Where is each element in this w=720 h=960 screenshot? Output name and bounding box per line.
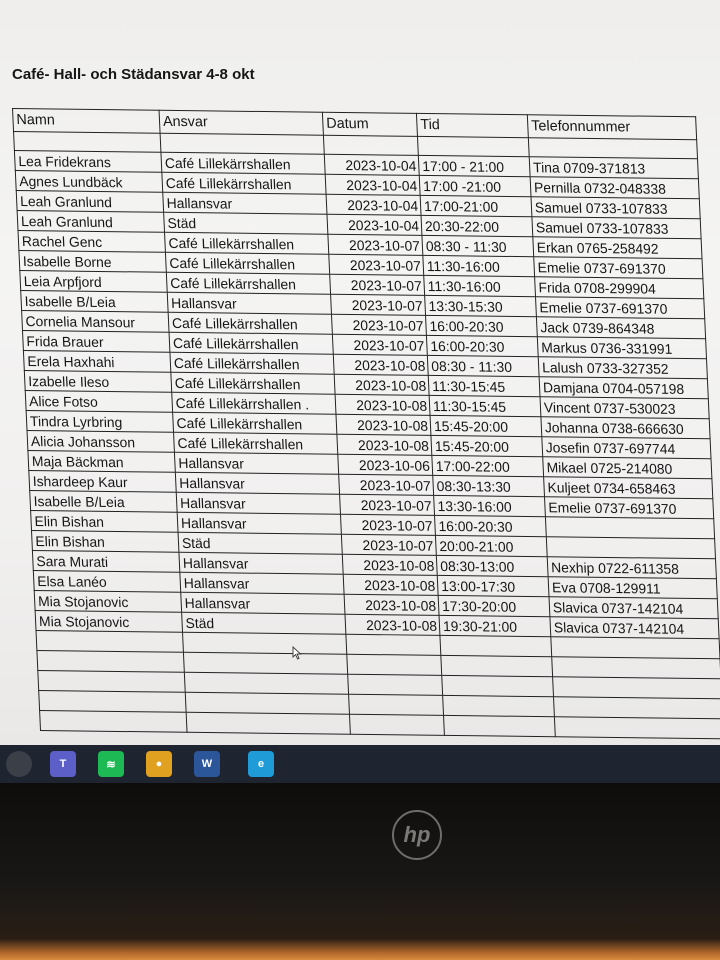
cell-role[interactable]: Städ	[178, 532, 342, 554]
cell-time[interactable]: 16:00-20:30	[426, 315, 538, 336]
windows-taskbar	[0, 745, 720, 783]
cell-phone[interactable]: Emelie 0737-691370	[545, 497, 714, 519]
table-cell[interactable]	[39, 691, 186, 713]
cell-phone[interactable]: Mikael 0725-214080	[543, 457, 712, 479]
cell-date[interactable]: 2023-10-06	[338, 454, 433, 475]
table-cell[interactable]	[346, 634, 441, 655]
cell-role[interactable]: Städ	[182, 612, 346, 634]
document-title: Café- Hall- och Städansvar 4-8 okt	[12, 66, 255, 83]
word-icon[interactable]: W	[194, 751, 220, 777]
hp-logo: hp	[392, 810, 442, 860]
table-cell[interactable]	[349, 694, 444, 715]
table-cell[interactable]	[552, 657, 720, 679]
table-cell[interactable]	[347, 654, 442, 675]
table-cell[interactable]	[443, 695, 555, 716]
cell-role[interactable]: Hallansvar	[180, 572, 344, 594]
cell-name[interactable]: Leia Arpfjord	[20, 271, 167, 293]
cell-time[interactable]: 08:30 - 11:30	[427, 355, 539, 376]
cell-date[interactable]: 2023-10-04	[325, 174, 420, 195]
header-namn[interactable]: Namn	[13, 109, 161, 134]
table-cell[interactable]	[183, 632, 347, 654]
header-telefonnummer[interactable]: Telefonnummer	[527, 115, 696, 140]
cell-date[interactable]: 2023-10-08	[337, 434, 432, 455]
table-cell[interactable]	[444, 715, 556, 736]
cell-date[interactable]: 2023-10-08	[336, 414, 431, 435]
cell-role[interactable]: Café Lillekärrshallen	[174, 432, 338, 454]
table-cell[interactable]	[441, 655, 553, 676]
cell-date[interactable]: 2023-10-07	[340, 494, 435, 515]
cell-phone[interactable]: Nexhip 0722-611358	[547, 557, 716, 579]
cell-time[interactable]: 08:30 - 11:30	[422, 235, 534, 256]
cell-name[interactable]: Sara Murati	[32, 551, 179, 573]
table-cell[interactable]	[554, 717, 720, 739]
laptop-bezel	[0, 783, 720, 960]
cell-phone[interactable]: Pernilla 0732-048338	[530, 177, 699, 199]
table-cell[interactable]	[442, 675, 554, 696]
cell-phone[interactable]: Samuel 0733-107833	[531, 197, 700, 219]
cell-role[interactable]: Hallansvar	[176, 492, 340, 514]
cell-time[interactable]: 11:30-16:00	[424, 275, 536, 296]
table-cell[interactable]	[348, 674, 443, 695]
cell-date[interactable]: 2023-10-07	[328, 234, 423, 255]
cell-name[interactable]: Tindra Lyrbring	[26, 411, 173, 433]
cell-name[interactable]: Ishardeep Kaur	[29, 471, 176, 493]
cell-name[interactable]: Isabelle B/Leia	[21, 291, 168, 313]
table-cell[interactable]	[183, 652, 347, 674]
cell-phone[interactable]: Jack 0739-864348	[536, 317, 705, 339]
cell-role[interactable]: Café Lillekärrshallen	[166, 272, 330, 294]
cell-time[interactable]: 20:30-22:00	[421, 215, 533, 236]
cell-time[interactable]: 15:45-20:00	[431, 435, 543, 456]
cell-role[interactable]: Café Lillekärrshallen	[169, 332, 333, 354]
table-cell[interactable]	[553, 677, 720, 699]
cell-date[interactable]: 2023-10-08	[344, 594, 439, 615]
cell-name[interactable]: Erela Haxhahi	[23, 351, 170, 373]
cell-time[interactable]: 16:00-20:30	[435, 515, 547, 536]
cell-name[interactable]: Isabelle B/Leia	[30, 491, 177, 513]
table-cell[interactable]	[349, 714, 444, 735]
cell-phone[interactable]: Emelie 0737-691370	[536, 297, 705, 319]
cell-name[interactable]: Rachel Genc	[18, 231, 165, 253]
cell-time[interactable]: 13:00-17:30	[437, 575, 549, 596]
cell-phone[interactable]: Josefin 0737-697744	[542, 437, 711, 459]
table-cell[interactable]	[186, 712, 350, 734]
cell-name[interactable]: Maja Bäckman	[28, 451, 175, 473]
cell-phone[interactable]: Markus 0736-331991	[537, 337, 706, 359]
cell-date[interactable]: 2023-10-07	[339, 474, 434, 495]
cell-role[interactable]: Café Lillekärrshallen	[168, 312, 332, 334]
cell-name[interactable]: Cornelia Mansour	[22, 311, 169, 333]
cell-role[interactable]: Städ	[164, 212, 328, 234]
cell-role[interactable]: Café Lillekärrshallen .	[172, 392, 336, 414]
table-cell[interactable]	[14, 132, 161, 153]
cell-name[interactable]: Elsa Lanéo	[33, 571, 180, 593]
cell-role[interactable]: Café Lillekärrshallen	[170, 352, 334, 374]
cell-name[interactable]: Frida Brauer	[23, 331, 170, 353]
table-cell[interactable]	[38, 671, 185, 693]
cell-time[interactable]: 16:00-20:30	[426, 335, 538, 356]
cell-date[interactable]: 2023-10-08	[334, 374, 429, 395]
cell-phone[interactable]: Samuel 0733-107833	[532, 217, 701, 239]
teams-icon[interactable]: T	[50, 751, 76, 777]
cell-phone[interactable]: Lalush 0733-327352	[538, 357, 707, 379]
cell-name[interactable]: Alice Fotso	[25, 391, 172, 413]
cell-time[interactable]: 13:30-15:30	[425, 295, 537, 316]
cell-phone[interactable]: Erkan 0765-258492	[533, 237, 702, 259]
cell-time[interactable]: 17:00-22:00	[432, 455, 544, 476]
cell-role[interactable]: Café Lillekärrshallen	[171, 372, 335, 394]
table-cell[interactable]	[185, 692, 349, 714]
cell-role[interactable]: Hallansvar	[163, 192, 327, 214]
cell-date[interactable]: 2023-10-08	[342, 554, 437, 575]
cell-date[interactable]: 2023-10-07	[331, 314, 426, 335]
cell-role[interactable]: Café Lillekärrshallen	[161, 152, 325, 174]
spotify-icon[interactable]: ≋	[98, 751, 124, 777]
cell-phone[interactable]: Kuljeet 0734-658463	[544, 477, 713, 499]
cell-name[interactable]: Agnes Lundbäck	[15, 171, 162, 193]
header-tid[interactable]: Tid	[416, 113, 528, 137]
cell-name[interactable]: Elin Bishan	[31, 511, 178, 533]
table-cell[interactable]	[37, 651, 184, 673]
cell-name[interactable]: Elin Bishan	[32, 531, 179, 553]
cell-time[interactable]: 13:30-16:00	[434, 495, 546, 516]
cell-phone[interactable]: Emelie 0737-691370	[534, 257, 703, 279]
cell-date[interactable]: 2023-10-04	[324, 154, 419, 175]
cell-date[interactable]: 2023-10-04	[326, 194, 421, 215]
cell-time[interactable]: 20:00-21:00	[435, 535, 547, 556]
cell-name[interactable]: Izabelle Ileso	[24, 371, 171, 393]
cell-date[interactable]: 2023-10-07	[332, 334, 427, 355]
cell-role[interactable]: Hallansvar	[175, 472, 339, 494]
cell-role[interactable]: Café Lillekärrshallen	[162, 172, 326, 194]
cell-date[interactable]: 2023-10-07	[340, 514, 435, 535]
table-body	[14, 132, 720, 739]
cell-time[interactable]: 17:00-21:00	[420, 195, 532, 216]
cell-time[interactable]: 17:00 -21:00	[419, 175, 531, 196]
table-cell[interactable]	[36, 631, 183, 653]
cell-phone[interactable]: Slavica 0737-142104	[550, 617, 719, 639]
cell-phone[interactable]: Vincent 0737-530023	[540, 397, 709, 419]
table-cell[interactable]	[440, 635, 552, 656]
cell-role[interactable]: Café Lillekärrshallen	[165, 252, 329, 274]
cell-time[interactable]: 11:30-16:00	[423, 255, 535, 276]
chrome-icon[interactable]: ●	[146, 751, 172, 777]
cell-name[interactable]: Lea Fridekrans	[14, 151, 161, 173]
table-cell[interactable]	[40, 711, 187, 733]
table-cell[interactable]	[551, 637, 720, 659]
mouse-cursor-icon	[292, 646, 302, 660]
cell-phone[interactable]: Slavica 0737-142104	[549, 597, 718, 619]
cell-date[interactable]: 2023-10-08	[333, 354, 428, 375]
cell-date[interactable]: 2023-10-07	[329, 254, 424, 275]
cell-phone[interactable]	[546, 537, 715, 559]
cell-phone[interactable]: Eva 0708-129911	[548, 577, 717, 599]
cell-name[interactable]: Mia Stojanovic	[34, 591, 181, 613]
cell-phone[interactable]: Damjana 0704-057198	[539, 377, 708, 399]
cell-role[interactable]: Hallansvar	[167, 292, 331, 314]
cell-role[interactable]: Hallansvar	[174, 452, 338, 474]
cell-role[interactable]: Café Lillekärrshallen	[173, 412, 337, 434]
cell-role[interactable]: Hallansvar	[179, 552, 343, 574]
cell-date[interactable]: 2023-10-08	[335, 394, 430, 415]
cell-time[interactable]: 17:00 - 21:00	[418, 155, 530, 176]
cell-role[interactable]: Hallansvar	[177, 512, 341, 534]
table-cell[interactable]	[160, 133, 324, 154]
cell-date[interactable]: 2023-10-07	[341, 534, 436, 555]
cell-date[interactable]: 2023-10-04	[327, 214, 422, 235]
cell-phone[interactable]: Tina 0709-371813	[529, 157, 698, 179]
table-cell[interactable]	[323, 135, 418, 155]
table-cell[interactable]	[554, 697, 720, 719]
header-ansvar[interactable]: Ansvar	[159, 110, 323, 135]
header-datum[interactable]: Datum	[322, 112, 417, 136]
cell-time[interactable]: 15:45-20:00	[430, 415, 542, 436]
cell-date[interactable]: 2023-10-08	[343, 574, 438, 595]
cell-date[interactable]: 2023-10-07	[331, 294, 426, 315]
schedule-table	[12, 108, 720, 745]
cell-time[interactable]: 17:30-20:00	[438, 595, 550, 616]
start-orb-icon[interactable]	[6, 751, 32, 777]
cell-name[interactable]: Mia Stojanovic	[35, 611, 182, 633]
cell-time[interactable]: 11:30-15:45	[429, 395, 541, 416]
table-cell[interactable]	[528, 138, 697, 159]
table-cell[interactable]	[184, 672, 348, 694]
cell-time[interactable]: 19:30-21:00	[439, 615, 551, 636]
table-cell[interactable]	[417, 136, 529, 156]
edge-icon[interactable]: e	[248, 751, 274, 777]
cell-name[interactable]: Leah Granlund	[17, 211, 164, 233]
cell-date[interactable]: 2023-10-08	[345, 614, 440, 635]
cell-name[interactable]: Alicia Johansson	[27, 431, 174, 453]
cell-date[interactable]: 2023-10-07	[330, 274, 425, 295]
cell-name[interactable]: Leah Granlund	[16, 191, 163, 213]
cell-name[interactable]: Isabelle Borne	[19, 251, 166, 273]
cell-role[interactable]: Café Lillekärrshallen	[165, 232, 329, 254]
cell-role[interactable]: Hallansvar	[181, 592, 345, 614]
cell-phone[interactable]: Johanna 0738-666630	[541, 417, 710, 439]
cell-time[interactable]: 08:30-13:00	[436, 555, 548, 576]
cell-phone[interactable]: Frida 0708-299904	[535, 277, 704, 299]
cell-time[interactable]: 11:30-15:45	[428, 375, 540, 396]
cell-phone[interactable]	[545, 517, 714, 539]
cell-time[interactable]: 08:30-13:30	[433, 475, 545, 496]
